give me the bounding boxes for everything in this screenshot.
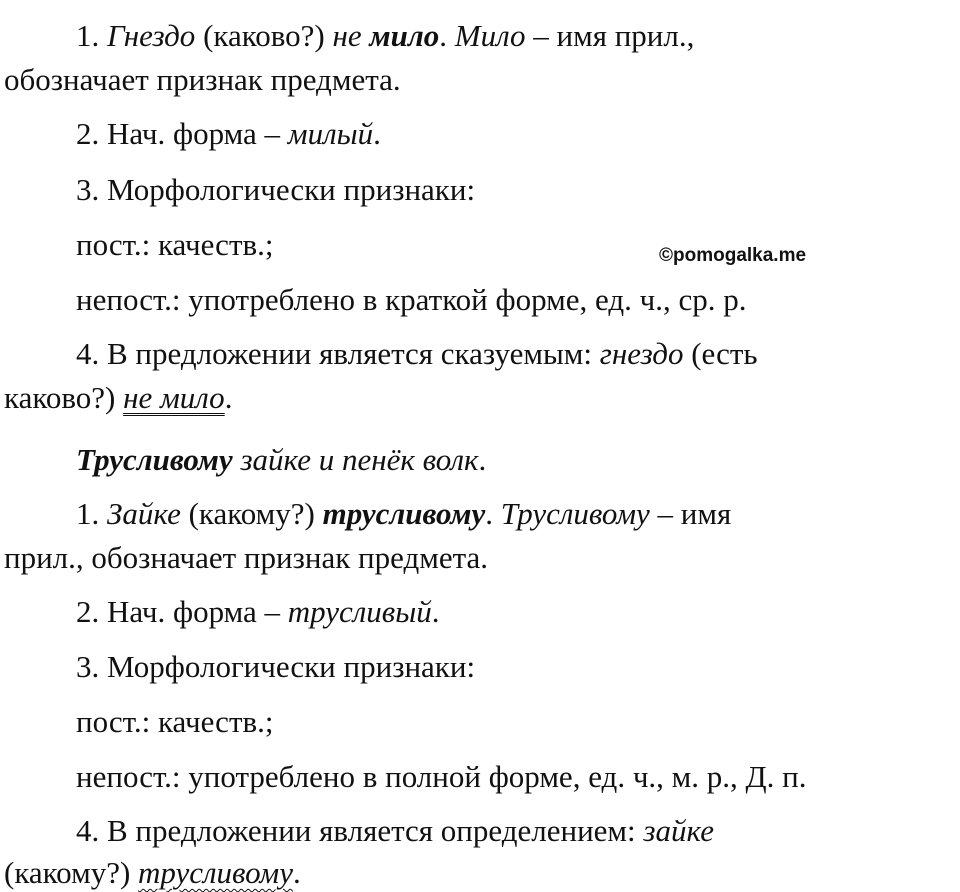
analysis1-var-features: непост.: употреблено в краткой форме, ед. ч., ср. р. (76, 282, 747, 317)
analysis2-item4-line1: 4. В предложении является определением: зайке (76, 813, 715, 848)
predicate-underline: не мило (123, 380, 225, 415)
analysis2-item4-line2: (какому?) трусливому. (4, 855, 301, 890)
analysis2-item1-line1: 1. Зайке (какому?) трусливому. Трусливому – имя (76, 496, 732, 531)
watermark: ©pomogalka.me (659, 245, 807, 266)
analysis1-item4-line2: каково?) не мило. (4, 380, 233, 415)
analysis1-const-features: пост.: качеств.; (76, 227, 274, 262)
analysis2-var-features: непост.: употреблено в полной форме, ед. ч., м. р., Д. п. (76, 759, 807, 794)
analysis1-item4-line1: 4. В предложении является сказуемым: гнездо (есть (76, 336, 758, 371)
analysis1-item3: 3. Морфологически признаки: (76, 172, 476, 207)
analysis1-item2: 2. Нач. форма – милый. (76, 116, 381, 151)
analysis2-item1-line2: прил., обозначает признак предмета. (4, 540, 489, 575)
attribute-underline: трусливому (138, 855, 293, 890)
analysis2-const-features: пост.: качеств.; (76, 704, 274, 739)
proverb-sentence: Трусливому зайке и пенёк волк. (76, 442, 487, 477)
analysis1-item1-line2: обозначает признак предмета. (4, 62, 401, 97)
analysis1-item1-line1: 1. Гнездо (каково?) не мило. Мило – имя прил., (76, 18, 695, 53)
analysis2-item2: 2. Нач. форма – трусливый. (76, 594, 440, 629)
analysis2-item3: 3. Морфологически признаки: (76, 649, 476, 684)
